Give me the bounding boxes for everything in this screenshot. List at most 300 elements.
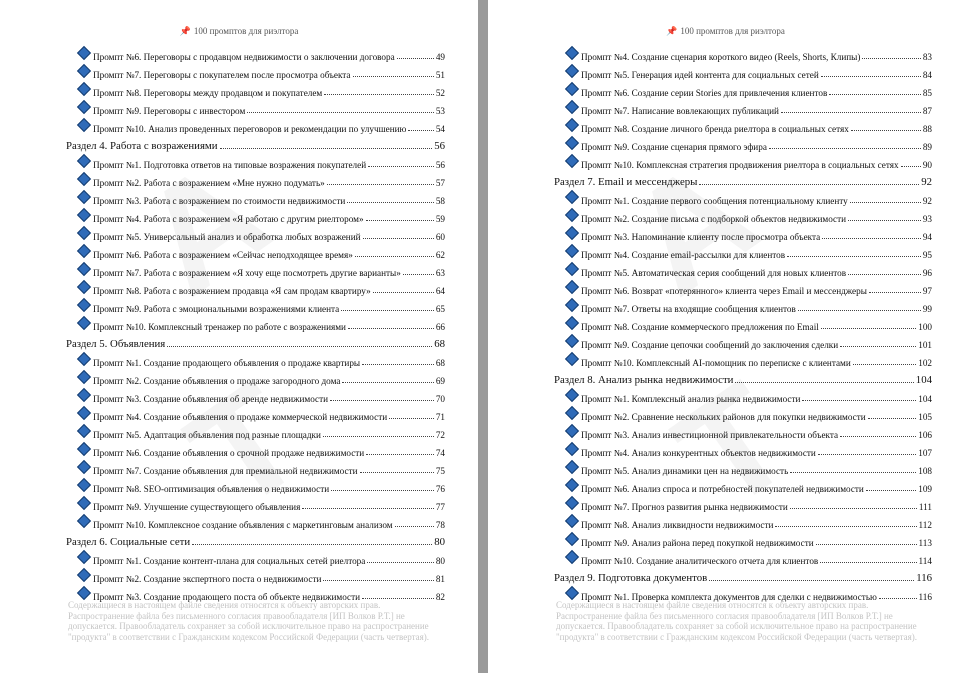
toc-entry-title: Промпт №9. Улучшение существующего объявления (93, 502, 301, 512)
toc-entry-row[interactable] (0, 242, 478, 260)
toc-page-number: 71 (435, 412, 445, 422)
dot-leader (787, 256, 921, 257)
dot-leader (769, 148, 921, 149)
toc-entry-title: Промпт №10. Создание аналитического отчета для клиентов (581, 556, 819, 566)
toc-page-number: 60 (435, 232, 445, 242)
toc-entry-title: Промпт №3. Напоминание клиенту после просмотра объекта (581, 232, 821, 242)
dot-leader (821, 328, 916, 329)
toc-entry-title: Промпт №6. Работа с возражением «Сейчас неподходящее время» (93, 250, 353, 260)
toc-entry-title: Промпт №3. Анализ инвестиционной привлекательности объекта (581, 430, 839, 440)
toc-page-number: 100 (918, 322, 932, 332)
dot-leader (862, 58, 920, 59)
dot-leader (362, 598, 434, 599)
toc-entry-row[interactable] (488, 314, 963, 332)
toc-entry-title: Промпт №10. Анализ проведенных переговоров и рекомендации по улучшению (93, 124, 407, 134)
toc-entry-title: Промпт №6. Создание объявления о срочной продаже недвижимости (93, 448, 365, 458)
toc-entry-title: Промпт №1. Подготовка ответов на типовые возражения покупателей (93, 160, 367, 170)
diamond-bullet-icon (565, 262, 579, 276)
toc-page-number: 93 (922, 214, 932, 224)
toc-entry-title: Промпт №9. Переговоры с инвестором (93, 106, 246, 116)
document-page-left (0, 0, 478, 673)
toc-page-number: 116 (918, 592, 932, 602)
dot-leader (699, 184, 919, 185)
dot-leader (840, 346, 916, 347)
toc-page-number: 96 (922, 268, 932, 278)
toc-page-number: 82 (435, 592, 445, 602)
toc-entry-title: Промпт №8. Переговоры между продавцом и покупателем (93, 88, 323, 98)
page-header (488, 26, 963, 37)
dot-leader (822, 238, 921, 239)
toc-page-number: 111 (918, 502, 932, 512)
dot-leader (347, 202, 434, 203)
diamond-bullet-icon (77, 262, 91, 276)
dot-leader (868, 418, 917, 419)
toc-entry-row[interactable] (0, 170, 478, 188)
dot-leader (192, 544, 432, 545)
toc-page-number: 64 (435, 286, 445, 296)
toc-page-number: 75 (435, 466, 445, 476)
diamond-bullet-icon (77, 442, 91, 456)
toc-entry-row[interactable] (488, 224, 963, 242)
dot-leader (851, 130, 921, 131)
diamond-bullet-icon (565, 586, 579, 600)
toc-entry-title: Промпт №5. Генерация идей контента для социальных сетей (581, 70, 819, 80)
toc-entry-title: Промпт №10. Комплексный тренажер по работе с возражениями (93, 322, 346, 332)
diamond-bullet-icon (77, 370, 91, 384)
toc-page-number: 65 (435, 304, 445, 314)
dot-leader (829, 94, 921, 95)
toc-entry-title: Промпт №2. Создание письма с подборкой объектов недвижимости (581, 214, 847, 224)
dot-leader (363, 238, 434, 239)
toc-entry-row[interactable] (488, 476, 963, 494)
diamond-bullet-icon (565, 406, 579, 420)
toc-entry-title: Промпт №9. Создание цепочки сообщений до заключения сделки (581, 340, 839, 350)
toc-entry-row[interactable] (0, 440, 478, 458)
toc-entry-row[interactable] (0, 62, 478, 80)
dot-leader (901, 166, 921, 167)
diamond-bullet-icon (565, 496, 579, 510)
diamond-bullet-icon (77, 208, 91, 222)
toc-entry-row[interactable] (0, 44, 478, 62)
toc-entry-row[interactable] (488, 188, 963, 206)
toc-entry-row[interactable] (0, 80, 478, 98)
toc-entry-title: Промпт №8. Работа с возражением продавца «Я сам продам квартиру» (93, 286, 371, 296)
dot-leader (866, 490, 916, 491)
diamond-bullet-icon (565, 352, 579, 366)
toc-page-number: 78 (435, 520, 445, 530)
copyright-notice: Содержащиеся в настоящем файле сведения относятся к объекту авторских прав. Распространение файла без письменного согласия правообладателя [ИП Волков Р.Т.] не допускается. Правообладатель сохраняет за собой исключительное право на распространение "продукта" в соответствии с Гражданским кодексом Российской Федерации (часть четвертая). (556, 600, 917, 642)
toc-entry-title: Промпт №4. Создание объявления о продаже коммерческой недвижимости (93, 412, 388, 422)
dot-leader (327, 184, 434, 185)
toc-entry-row[interactable] (0, 422, 478, 440)
toc-page-number: 112 (918, 520, 932, 530)
toc-entry-row[interactable] (0, 566, 478, 584)
toc-entry-title: Промпт №1. Создание продающего объявления о продаже квартиры (93, 358, 361, 368)
toc-entry-title: Промпт №2. Сравнение нескольких районов для покупки недвижимости (581, 412, 866, 422)
dot-leader (247, 112, 434, 113)
toc-entry-title: Раздел 5. Объявления (66, 338, 166, 350)
dot-leader (709, 580, 914, 581)
toc-page-number: 88 (922, 124, 932, 134)
diamond-bullet-icon (77, 316, 91, 330)
toc-entry-title: Промпт №3. Работа с возражением по стоимости недвижимости (93, 196, 346, 206)
diamond-bullet-icon (77, 190, 91, 204)
diamond-bullet-icon (77, 100, 91, 114)
diamond-bullet-icon (565, 442, 579, 456)
toc-entry-row[interactable] (488, 80, 963, 98)
diamond-bullet-icon (565, 532, 579, 546)
diamond-bullet-icon (77, 424, 91, 438)
toc-page-number: 94 (922, 232, 932, 242)
diamond-bullet-icon (565, 136, 579, 150)
dot-leader (790, 508, 917, 509)
diamond-bullet-icon (565, 100, 579, 114)
toc-entry-title: Промпт №5. Адаптация объявления под разные площадки (93, 430, 321, 440)
dot-leader (816, 544, 917, 545)
diamond-bullet-icon (565, 514, 579, 528)
toc-entry-title: Промпт №9. Работа с эмоциональными возражениями клиента (93, 304, 340, 314)
dot-leader (366, 454, 434, 455)
toc-page-number: 72 (435, 430, 445, 440)
toc-entry-title: Промпт №10. Комплексная стратегия продвижения риелтора в социальных сетях (581, 160, 899, 170)
dot-leader (818, 454, 916, 455)
dot-leader (355, 256, 434, 257)
toc-page-number: 54 (435, 124, 445, 134)
document-page-right (488, 0, 963, 673)
dot-leader (848, 220, 921, 221)
dot-leader (802, 400, 916, 401)
dot-leader (840, 436, 916, 437)
dot-leader (798, 310, 921, 311)
toc-entry-row[interactable] (488, 98, 963, 116)
toc-entry-title: Раздел 7. Email и мессенджеры (554, 176, 698, 188)
diamond-bullet-icon (565, 280, 579, 294)
toc-entry-row[interactable] (0, 152, 478, 170)
toc-entry-row[interactable] (0, 548, 478, 566)
toc-entry-row[interactable] (488, 548, 963, 566)
dot-leader (850, 202, 921, 203)
copyright-notice: Содержащиеся в настоящем файле сведения относятся к объекту авторских прав. Распространение файла без письменного согласия правообладателя [ИП Волков Р.Т.] не допускается. Правообладатель сохраняет за собой исключительное право на распространение "продукта" в соответствии с Гражданским кодексом Российской Федерации (часть четвертая). (68, 600, 429, 642)
dot-leader (775, 526, 916, 527)
toc-entry-row[interactable] (0, 350, 478, 368)
dot-leader (341, 310, 434, 311)
toc-entry-row[interactable] (0, 368, 478, 386)
toc-page-number: 92 (921, 176, 932, 188)
toc-entry-row[interactable] (488, 62, 963, 80)
diamond-bullet-icon (77, 352, 91, 366)
toc-page-number: 77 (435, 502, 445, 512)
diamond-bullet-icon (565, 226, 579, 240)
toc-entry-title: Промпт №5. Автоматическая серия сообщений для новых клиентов (581, 268, 847, 278)
toc-entry-title: Раздел 6. Социальные сети (66, 536, 191, 548)
toc-entry-row[interactable] (0, 278, 478, 296)
dot-leader (735, 382, 913, 383)
diamond-bullet-icon (77, 298, 91, 312)
toc-page-number: 83 (922, 52, 932, 62)
diamond-bullet-icon (565, 478, 579, 492)
toc-page-number: 109 (918, 484, 932, 494)
toc-page-number: 104 (918, 394, 932, 404)
toc-page-number: 66 (435, 322, 445, 332)
toc-entry-title: Промпт №7. Переговоры с покупателем после просмотра объекта (93, 70, 351, 80)
toc-entry-title: Промпт №2. Создание объявления о продаже загородного дома (93, 376, 341, 386)
dot-leader (403, 274, 434, 275)
diamond-bullet-icon (565, 208, 579, 222)
diamond-bullet-icon (77, 514, 91, 528)
toc-section-row[interactable] (488, 566, 963, 584)
diamond-bullet-icon (565, 64, 579, 78)
diamond-bullet-icon (565, 190, 579, 204)
toc-page-number: 68 (435, 358, 445, 368)
toc-entry-row[interactable] (488, 386, 963, 404)
toc-entry-row[interactable] (0, 386, 478, 404)
toc-page-number: 108 (918, 466, 932, 476)
diamond-bullet-icon (77, 154, 91, 168)
toc-entry-row[interactable] (488, 134, 963, 152)
toc-page-number: 58 (435, 196, 445, 206)
toc-page-number: 89 (922, 142, 932, 152)
dot-leader (323, 580, 433, 581)
toc-entry-row[interactable] (488, 206, 963, 224)
dot-leader (302, 508, 433, 509)
toc-entry-row[interactable] (0, 98, 478, 116)
toc-section-row[interactable] (0, 134, 478, 152)
toc-entry-row[interactable] (0, 458, 478, 476)
toc-entry-title: Промпт №4. Анализ конкурентных объектов недвижимости (581, 448, 816, 458)
diamond-bullet-icon (565, 298, 579, 312)
diamond-bullet-icon (77, 244, 91, 258)
dot-leader (220, 148, 433, 149)
diamond-bullet-icon (77, 478, 91, 492)
toc-entry-title: Промпт №9. Создание сценария прямого эфира (581, 142, 767, 152)
dot-leader (360, 472, 434, 473)
toc-page-number: 69 (435, 376, 445, 386)
diamond-bullet-icon (565, 388, 579, 402)
diamond-bullet-icon (77, 82, 91, 96)
toc-entry-row[interactable] (488, 530, 963, 548)
toc-entry-row[interactable] (0, 206, 478, 224)
dot-leader (373, 292, 434, 293)
diamond-bullet-icon (77, 118, 91, 132)
toc-page-number: 107 (918, 448, 932, 458)
toc-page-number: 90 (922, 160, 932, 170)
toc-entry-row[interactable] (488, 116, 963, 134)
dot-leader (395, 526, 434, 527)
diamond-bullet-icon (565, 244, 579, 258)
toc-entry-row[interactable] (0, 314, 478, 332)
table-of-contents (0, 44, 478, 602)
diamond-bullet-icon (77, 586, 91, 600)
toc-entry-row[interactable] (0, 494, 478, 512)
toc-entry-title: Промпт №7. Создание объявления для премиальной недвижимости (93, 466, 358, 476)
toc-section-row[interactable] (0, 332, 478, 350)
dot-leader (331, 490, 434, 491)
toc-entry-row[interactable] (0, 260, 478, 278)
dot-leader (366, 220, 434, 221)
dot-leader (848, 274, 921, 275)
toc-section-row[interactable] (488, 368, 963, 386)
dot-leader (408, 130, 433, 131)
toc-entry-title: Промпт №7. Прогноз развития рынка недвижимости (581, 502, 788, 512)
toc-entry-title: Промпт №3. Создание объявления об аренде недвижимости (93, 394, 329, 404)
diamond-bullet-icon (77, 388, 91, 402)
toc-entry-title: Промпт №8. Анализ ликвидности недвижимости (581, 520, 774, 530)
toc-page-number: 114 (918, 556, 932, 566)
dot-leader (879, 598, 917, 599)
toc-page-number: 97 (922, 286, 932, 296)
toc-page-number: 51 (435, 70, 445, 80)
toc-entry-title: Промпт №6. Создание серии Stories для привлечения клиентов (581, 88, 828, 98)
dot-leader (790, 472, 916, 473)
toc-entry-row[interactable] (488, 260, 963, 278)
toc-entry-title: Промпт №8. SEO-оптимизация объявления о недвижимости (93, 484, 330, 494)
toc-page-number: 105 (918, 412, 932, 422)
toc-entry-title: Промпт №6. Возврат «потерянного» клиента через Email и мессенджеры (581, 286, 867, 296)
toc-page-number: 63 (435, 268, 445, 278)
toc-entry-row[interactable] (0, 476, 478, 494)
toc-page-number: 104 (915, 374, 932, 386)
toc-page-number: 76 (435, 484, 445, 494)
dot-leader (389, 418, 434, 419)
toc-entry-title: Промпт №2. Работа с возражением «Мне нужно подумать» (93, 178, 325, 188)
diamond-bullet-icon (565, 118, 579, 132)
diamond-bullet-icon (565, 550, 579, 564)
toc-entry-title: Промпт №8. Создание личного бренда риелтора в социальных сетях (581, 124, 849, 134)
toc-section-row[interactable] (0, 530, 478, 548)
toc-entry-title: Промпт №5. Универсальный анализ и обработка любых возражений (93, 232, 361, 242)
dot-leader (348, 328, 434, 329)
toc-entry-row[interactable] (488, 332, 963, 350)
diamond-bullet-icon (77, 226, 91, 240)
diamond-bullet-icon (565, 316, 579, 330)
pushpin-icon: 📌 (666, 26, 678, 36)
toc-page-number: 113 (918, 538, 932, 548)
toc-entry-title: Промпт №3. Создание продающего поста об объекте недвижимости (93, 592, 361, 602)
toc-page-number: 56 (434, 140, 445, 152)
toc-page-number: 85 (922, 88, 932, 98)
diamond-bullet-icon (77, 496, 91, 510)
toc-page-number: 68 (434, 338, 445, 350)
toc-page-number: 57 (435, 178, 445, 188)
diamond-bullet-icon (565, 334, 579, 348)
diamond-bullet-icon (565, 154, 579, 168)
toc-entry-row[interactable] (488, 296, 963, 314)
diamond-bullet-icon (565, 46, 579, 60)
toc-page-number: 80 (434, 536, 445, 548)
table-of-contents (488, 44, 963, 602)
toc-entry-title: Промпт №1. Проверка комплекта документов для сделки с недвижимостью (581, 592, 877, 602)
toc-entry-title: Промпт №4. Работа с возражением «Я работаю с другим риелтором» (93, 214, 364, 224)
toc-page-number: 62 (435, 250, 445, 260)
page-header (0, 26, 478, 37)
toc-page-number: 84 (922, 70, 932, 80)
toc-page-number: 56 (435, 160, 445, 170)
diamond-bullet-icon (77, 460, 91, 474)
toc-entry-row[interactable] (0, 188, 478, 206)
toc-entry-row[interactable] (488, 44, 963, 62)
toc-entry-row[interactable] (0, 404, 478, 422)
diamond-bullet-icon (77, 64, 91, 78)
diamond-bullet-icon (77, 280, 91, 294)
toc-entry-row[interactable] (488, 242, 963, 260)
diamond-bullet-icon (77, 172, 91, 186)
diamond-bullet-icon (77, 46, 91, 60)
toc-entry-row[interactable] (488, 458, 963, 476)
toc-entry-title: Промпт №1. Создание контент-плана для социальных сетей риелтора (93, 556, 366, 566)
diamond-bullet-icon (565, 460, 579, 474)
toc-entry-title: Промпт №8. Создание коммерческого предложения по Email (581, 322, 819, 332)
toc-entry-title: Промпт №9. Анализ района перед покупкой недвижимости (581, 538, 814, 548)
toc-entry-title: Промпт №1. Комплексный анализ рынка недвижимости (581, 394, 801, 404)
toc-page-number: 52 (435, 88, 445, 98)
dot-leader (342, 382, 433, 383)
toc-entry-title: Раздел 8. Анализ рынка недвижимости (554, 374, 734, 386)
diamond-bullet-icon (77, 568, 91, 582)
header-title: 100 промптов для риэлтора (193, 26, 299, 36)
toc-entry-row[interactable] (488, 440, 963, 458)
dot-leader (167, 346, 432, 347)
toc-entry-title: Промпт №4. Создание сценария короткого видео (Reels, Shorts, Клипы) (581, 52, 861, 62)
toc-entry-title: Раздел 9. Подготовка документов (554, 572, 708, 584)
toc-entry-row[interactable] (488, 494, 963, 512)
dot-leader (330, 400, 434, 401)
toc-entry-row[interactable] (488, 512, 963, 530)
toc-entry-row[interactable] (488, 422, 963, 440)
toc-entry-row[interactable] (488, 404, 963, 422)
toc-page-number: 74 (435, 448, 445, 458)
toc-entry-row[interactable] (0, 116, 478, 134)
toc-entry-title: Промпт №4. Создание email-рассылки для клиентов (581, 250, 786, 260)
dot-leader (869, 292, 921, 293)
toc-page-number: 87 (922, 106, 932, 116)
diamond-bullet-icon (565, 82, 579, 96)
toc-entry-title: Промпт №2. Создание экспертного поста о недвижимости (93, 574, 322, 584)
toc-entry-row[interactable] (0, 512, 478, 530)
toc-entry-title: Промпт №6. Анализ спроса и потребностей покупателей недвижимости (581, 484, 864, 494)
dot-leader (781, 112, 921, 113)
toc-page-number: 92 (922, 196, 932, 206)
dot-leader (353, 76, 434, 77)
toc-entry-row[interactable] (0, 224, 478, 242)
toc-entry-row[interactable] (488, 152, 963, 170)
toc-page-number: 102 (918, 358, 932, 368)
toc-entry-title: Промпт №10. Комплексный AI-помощник по переписке с клиентами (581, 358, 851, 368)
toc-page-number: 116 (916, 572, 932, 584)
dot-leader (367, 562, 433, 563)
toc-entry-row[interactable] (488, 278, 963, 296)
toc-page-number: 99 (922, 304, 932, 314)
dot-leader (853, 364, 916, 365)
dot-leader (324, 94, 434, 95)
toc-page-number: 106 (918, 430, 932, 440)
diamond-bullet-icon (77, 406, 91, 420)
header-title: 100 промптов для риэлтора (680, 26, 785, 36)
toc-section-row[interactable] (488, 170, 963, 188)
toc-entry-row[interactable] (488, 350, 963, 368)
toc-page-number: 80 (435, 556, 445, 566)
toc-entry-row[interactable] (0, 296, 478, 314)
dot-leader (821, 76, 921, 77)
toc-entry-title: Промпт №1. Создание первого сообщения потенциальному клиенту (581, 196, 848, 206)
toc-entry-title: Промпт №5. Анализ динамики цен на недвижимость (581, 466, 789, 476)
dot-leader (362, 364, 434, 365)
toc-entry-title: Промпт №7. Ответы на входящие сообщения клиентов (581, 304, 796, 314)
dot-leader (820, 562, 916, 563)
dot-leader (323, 436, 434, 437)
toc-entry-title: Раздел 4. Работа с возражениями (66, 140, 218, 152)
toc-page-number: 49 (435, 52, 445, 62)
toc-page-number: 59 (435, 214, 445, 224)
